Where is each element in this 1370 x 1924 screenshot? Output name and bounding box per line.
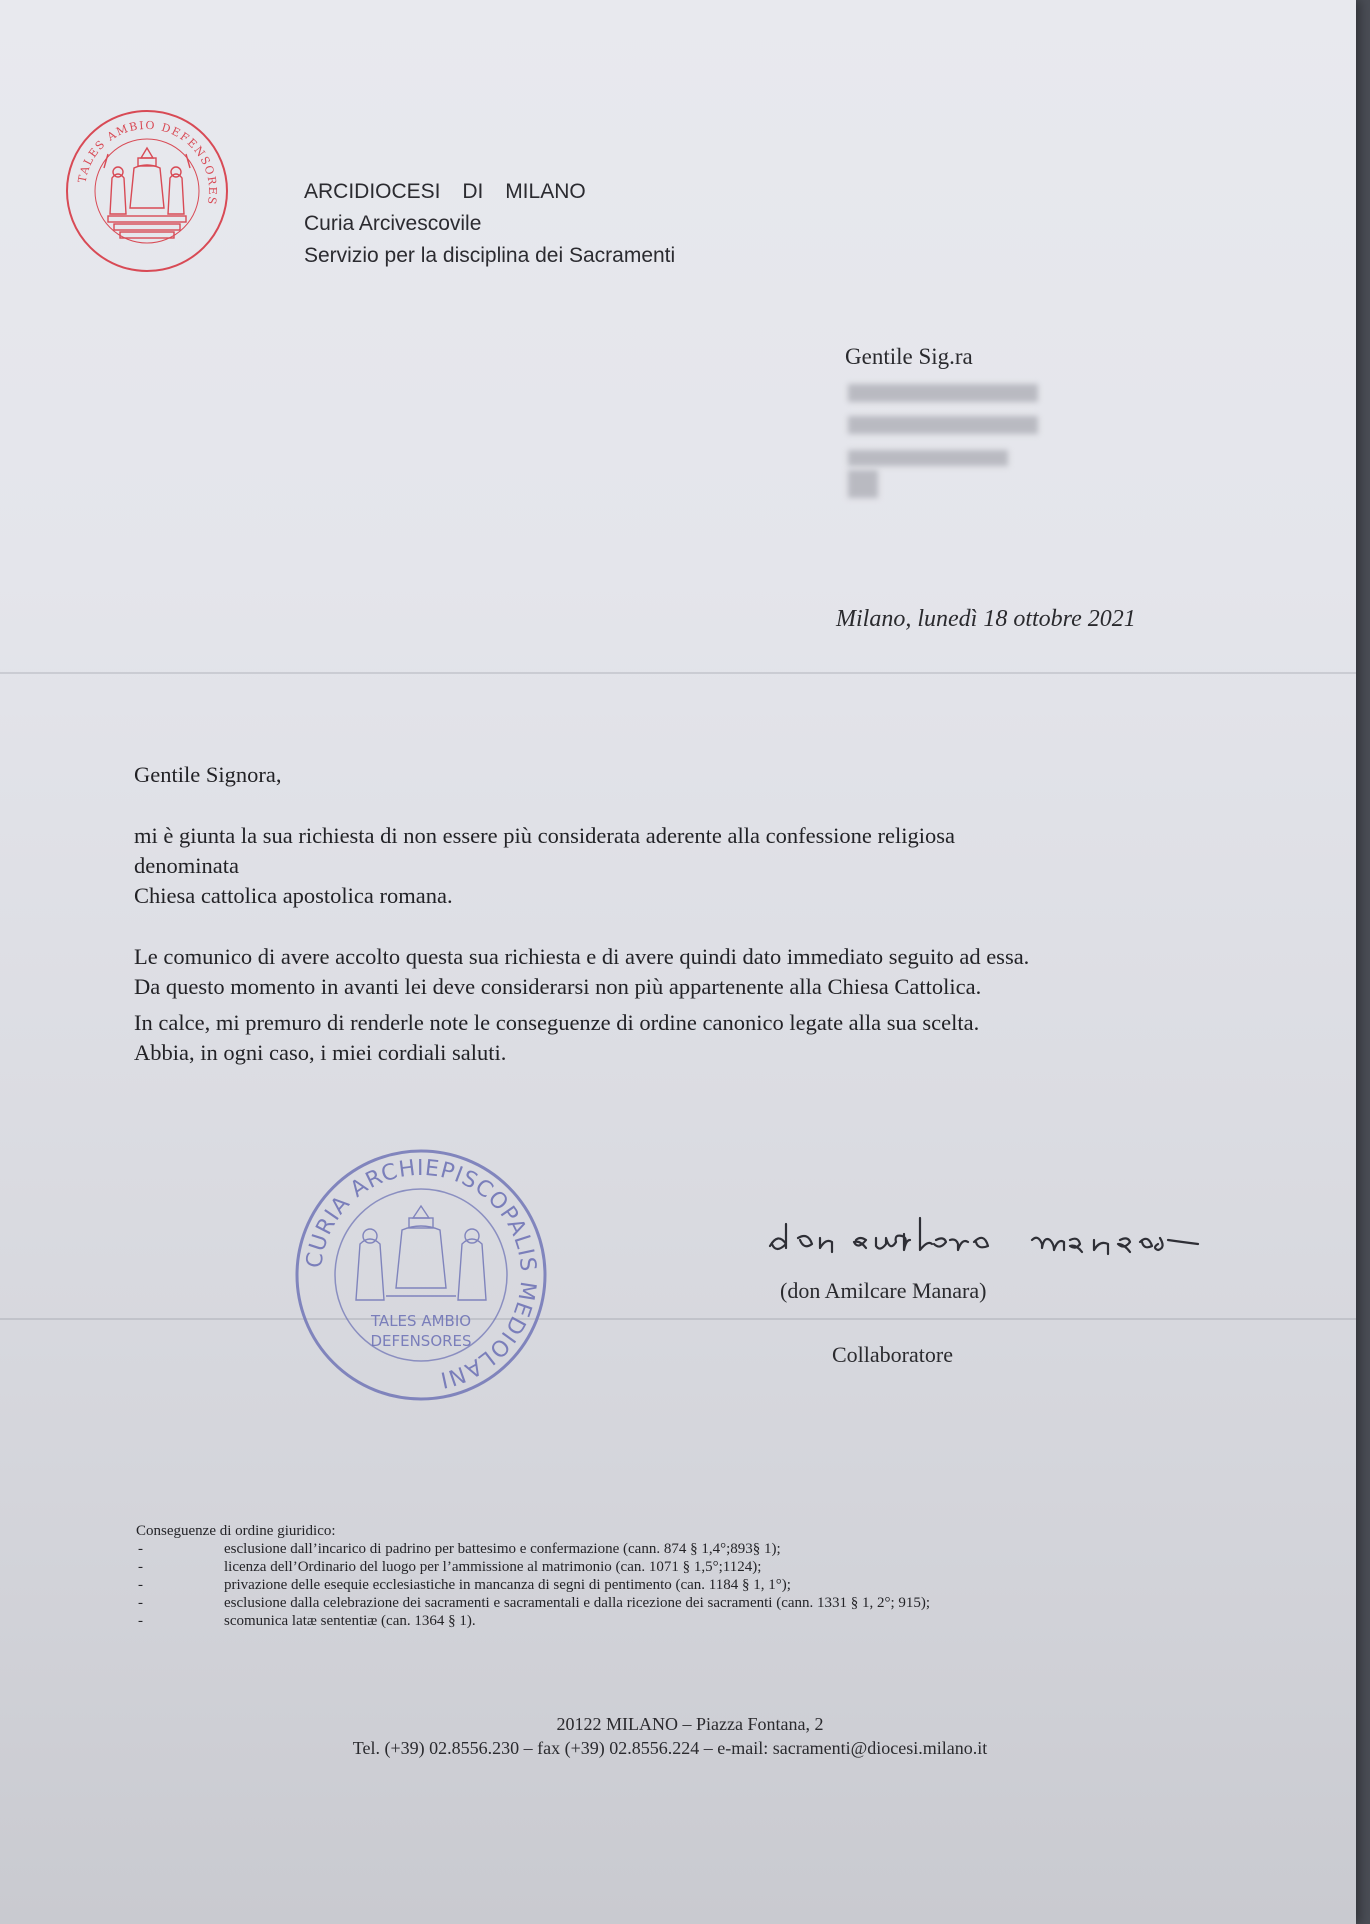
list-item: - esclusione dalla celebrazione dei sacramenti e sacramentali e dalla ricezione dei sacramenti (cann. 1331 § 1, 2°; 915); (138, 1595, 931, 1611)
handwritten-signature (764, 1200, 1204, 1270)
recipient-salutation: Gentile Sig.ra (845, 344, 973, 369)
list-item: - esclusione dall’incarico di padrino per battesimo e confermazione (cann. 874 § 1,4°;893§ 1); (138, 1541, 781, 1557)
svg-text:CURIA ARCHIEPISCOPALIS MEDIOLA (302, 1156, 540, 1392)
body-line: mi è giunta la sua richiesta di non essere più considerata aderente alla confessione religiosa (134, 823, 955, 848)
stamp-motto-2: DEFENSORES (370, 1332, 472, 1350)
body-line: In calce, mi premuro di renderle note le conseguenze di ordine canonico legate alla sua scelta. (134, 1010, 980, 1035)
svg-text:TALES AMBIO DEFENSORES: TALES AMBIO DEFENSORES (75, 118, 220, 207)
consequences-list (136, 1522, 931, 1630)
list-item: - scomunica latæ sententiæ (can. 1364 § 1). (138, 1613, 476, 1629)
footer-contacts: Tel. (+39) 02.8556.230 – fax (+39) 02.8556.224 – e-mail: sacramenti@diocesi.milano.it (352, 1738, 988, 1758)
org-name: ARCIDIOCESI DI MILANO (304, 180, 586, 203)
list-item: - privazione delle esequie ecclesiastiche in mancanza di segni di pentimento (can. 1184 § 1, 1°); (138, 1577, 791, 1593)
body-line: Abbia, in ogni caso, i miei cordiali saluti. (134, 1040, 507, 1065)
body-line: Da questo momento in avanti lei deve considerarsi non più appartenente alla Chiesa Cattolica. (134, 974, 982, 999)
letterhead (304, 176, 675, 272)
body-line: Le comunico di avere accolto questa sua richiesta e di avere quindi dato immediato seguito ad essa. (134, 944, 1030, 969)
body-line: denominata (134, 853, 239, 878)
stamp-ring-text: CURIA ARCHIEPISCOPALIS MEDIOLANI (302, 1155, 541, 1393)
fold-line (0, 1318, 1356, 1320)
curia-stamp (292, 1146, 550, 1404)
redacted-block (848, 416, 1038, 434)
greeting: Gentile Signora, (134, 762, 282, 787)
service-name: Servizio per la disciplina dei Sacramenti (304, 244, 676, 267)
letter-date: Milano, lunedì 18 ottobre 2021 (836, 606, 1136, 632)
consequences-title: Conseguenze di ordine giuridico: (136, 1523, 336, 1539)
dept-name: Curia Arcivescovile (304, 212, 482, 235)
signer-name: (don Amilcare Manara) (780, 1278, 987, 1303)
body-line: Chiesa cattolica apostolica romana. (134, 883, 453, 908)
redacted-block (848, 384, 1038, 402)
redacted-block (848, 470, 878, 498)
footer (0, 1712, 1356, 1760)
redacted-block (848, 450, 1008, 466)
signer-role: Collaboratore (832, 1342, 953, 1367)
letter-body (134, 760, 1234, 1068)
diocese-seal-logo (64, 108, 230, 274)
fold-line (0, 672, 1356, 674)
footer-address: 20122 MILANO – Piazza Fontana, 2 (556, 1714, 824, 1734)
stamp-motto-1: TALES AMBIO (370, 1312, 472, 1330)
list-item: - licenza dell’Ordinario del luogo per l’ammissione al matrimonio (can. 1071 § 1,5°;1124); (138, 1559, 762, 1575)
